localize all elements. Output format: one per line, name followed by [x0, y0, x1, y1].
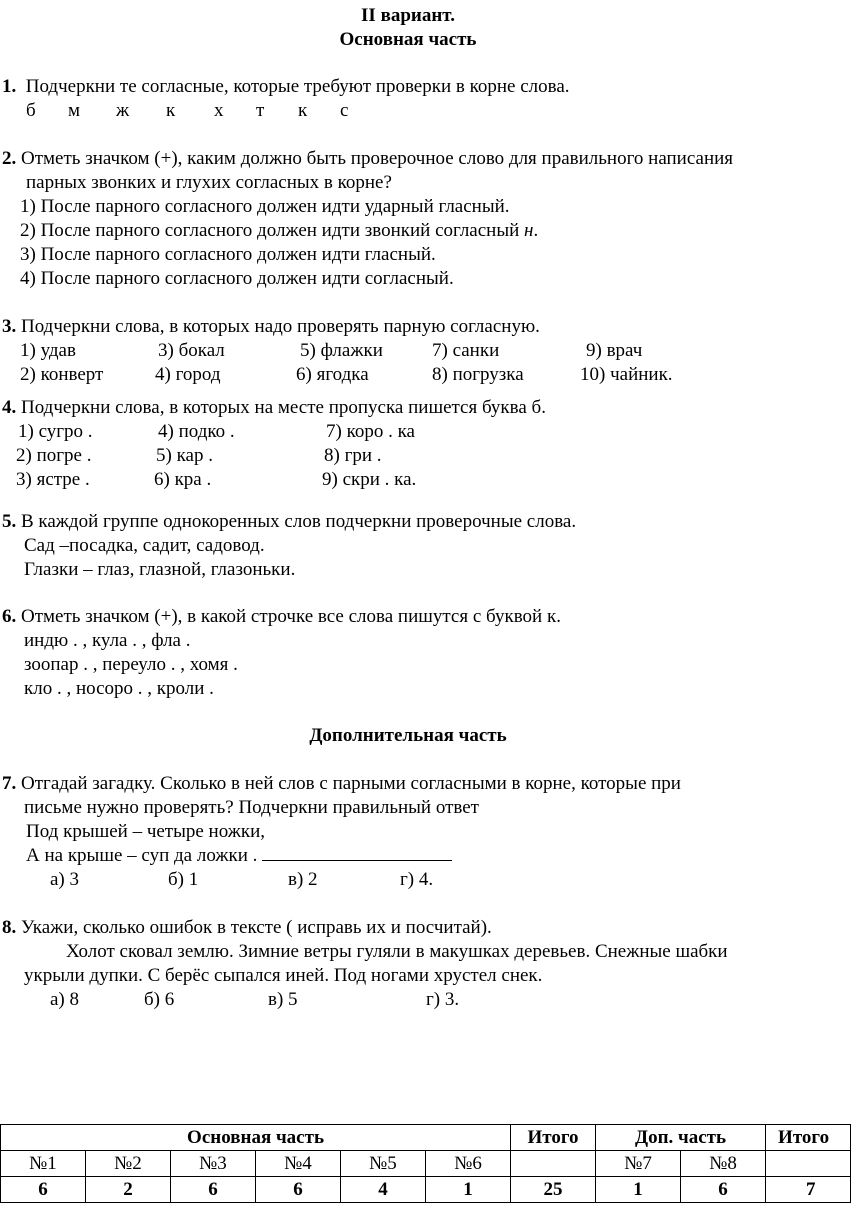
q4-word[interactable]: 5) кар . — [156, 445, 213, 466]
q8-number: 8. — [2, 917, 17, 938]
q3-word[interactable]: 3) бокал — [158, 340, 225, 361]
q3-row-1 — [0, 339, 816, 363]
score-col: №6 — [426, 1151, 511, 1177]
q5-number: 5. — [2, 511, 17, 532]
score-extra-label: Доп. часть — [596, 1125, 766, 1151]
q2-option-2[interactable]: 2) После парного согласного должен идти звонкий согласный н. — [20, 220, 539, 241]
score-col: №2 — [86, 1151, 171, 1177]
q5-statement — [2, 510, 576, 534]
q3-word[interactable]: 4) город — [155, 364, 221, 385]
q3-word[interactable]: 2) конверт — [20, 364, 104, 385]
q7-answer[interactable]: в) 2 — [288, 869, 318, 890]
q5-group-1[interactable]: Сад –посадка, садит, садовод. — [24, 535, 265, 556]
score-value: 4 — [341, 1177, 426, 1203]
score-value: 6 — [681, 1177, 766, 1203]
variant-title: II вариант. — [361, 5, 455, 26]
q3-word[interactable]: 7) санки — [432, 340, 500, 361]
q1-letter[interactable]: с — [340, 100, 349, 121]
q4-word[interactable]: 4) подко . — [158, 421, 235, 442]
q4-text: Подчеркни слова, в которых на месте пропуска пишется буква б. — [21, 397, 546, 418]
q3-word[interactable]: 10) чайник. — [580, 364, 673, 385]
score-total-label: Итого — [511, 1125, 596, 1151]
q1-letter[interactable]: х — [214, 100, 224, 121]
q1-letter[interactable]: к — [166, 100, 176, 121]
q3-word[interactable]: 1) удав — [20, 340, 76, 361]
score-total2-label: Итого — [766, 1125, 851, 1151]
q8-text-2: укрыли дупки. С берёс сыпался иней. Под ногами хрустел снек. — [24, 965, 543, 986]
q7-answer[interactable]: б) 1 — [168, 869, 199, 890]
score-col: №5 — [341, 1151, 426, 1177]
q4-statement — [2, 396, 546, 420]
q3-row-2 — [0, 363, 816, 387]
q7-answers — [0, 868, 816, 892]
score-values-row — [1, 1177, 851, 1203]
q4-row-2 — [0, 444, 816, 468]
q7-answer-blank[interactable] — [262, 844, 452, 861]
score-header-row — [1, 1125, 851, 1151]
q3-word[interactable]: 6) ягодка — [296, 364, 369, 385]
q1-letter[interactable]: м — [68, 100, 81, 121]
score-value: 6 — [171, 1177, 256, 1203]
q2-statement — [2, 147, 733, 171]
q4-word[interactable]: 7) коро . ка — [326, 421, 415, 442]
q5-group-2[interactable]: Глазки – глаз, глазной, глазоньки. — [24, 559, 296, 580]
q7-number: 7. — [2, 773, 17, 794]
q5-text: В каждой группе однокоренных слов подчеркни проверочные слова. — [21, 511, 577, 532]
extra-part-title: Дополнительная часть — [309, 725, 507, 746]
score-col-empty — [766, 1151, 851, 1177]
q3-statement — [2, 315, 540, 339]
q6-line-1[interactable]: индю . , кула . , фла . — [24, 630, 191, 651]
q7-line1: Отгадай загадку. Сколько в ней слов с парными согласными в корне, которые при — [21, 773, 681, 794]
q6-number: 6. — [2, 606, 17, 627]
q4-word[interactable]: 8) гри . — [324, 445, 382, 466]
q1-letter[interactable]: ж — [116, 100, 130, 121]
q8-answer[interactable]: г) 3. — [426, 989, 460, 1010]
score-col: №4 — [256, 1151, 341, 1177]
q7-riddle-2: А на крыше – суп да ложки . — [26, 844, 452, 868]
q6-line-2[interactable]: зоопар . , переуло . , хомя . — [24, 654, 238, 675]
q1-statement — [2, 75, 570, 99]
q8-line1: Укажи, сколько ошибок в тексте ( исправь их и посчитай). — [21, 917, 492, 938]
q2-option-3[interactable]: 3) После парного согласного должен идти гласный. — [20, 244, 436, 265]
q7-statement — [2, 772, 681, 796]
score-col: №3 — [171, 1151, 256, 1177]
score-col: №7 — [596, 1151, 681, 1177]
score-value: 1 — [426, 1177, 511, 1203]
q4-number: 4. — [2, 397, 17, 418]
q7-answer[interactable]: а) 3 — [50, 869, 80, 890]
score-col: №1 — [1, 1151, 86, 1177]
q7-answer[interactable]: г) 4. — [400, 869, 434, 890]
q3-text: Подчеркни слова, в которых надо проверять парную согласную. — [21, 316, 540, 337]
q8-answer[interactable]: в) 5 — [268, 989, 298, 1010]
q8-statement — [2, 916, 492, 940]
q1-letter[interactable]: т — [256, 100, 265, 121]
q7-riddle-1: Под крышей – четыре ножки, — [26, 821, 266, 842]
score-main-label: Основная часть — [1, 1125, 511, 1151]
q4-word[interactable]: 6) кра . — [154, 469, 212, 490]
score-col: №8 — [681, 1151, 766, 1177]
q2-number: 2. — [2, 148, 17, 169]
main-part-title: Основная часть — [339, 29, 477, 50]
q3-word[interactable]: 9) врач — [586, 340, 643, 361]
q3-number: 3. — [2, 316, 17, 337]
q3-word[interactable]: 8) погрузка — [432, 364, 524, 385]
q8-answer[interactable]: б) 6 — [144, 989, 175, 1010]
q6-text: Отметь значком (+), в какой строчке все слова пишутся с буквой к. — [21, 606, 561, 627]
q2-option-4[interactable]: 4) После парного согласного должен идти согласный. — [20, 268, 454, 289]
score-value: 1 — [596, 1177, 681, 1203]
q8-answers — [0, 988, 816, 1012]
score-value: 6 — [256, 1177, 341, 1203]
q1-letter[interactable]: б — [26, 100, 36, 121]
q4-row-1 — [0, 420, 816, 444]
score-total-value: 25 — [511, 1177, 596, 1203]
q1-letter[interactable]: к — [298, 100, 308, 121]
q6-statement — [2, 605, 561, 629]
score-columns-row — [1, 1151, 851, 1177]
q4-word[interactable]: 9) скри . ка. — [322, 469, 417, 490]
q7-line2: письме нужно проверять? Подчеркни правильный ответ — [24, 797, 479, 818]
score-value: 6 — [1, 1177, 86, 1203]
q4-word[interactable]: 3) ястре . — [16, 469, 90, 490]
score-total2-value: 7 — [766, 1177, 851, 1203]
q8-answer[interactable]: а) 8 — [50, 989, 80, 1010]
q4-word[interactable]: 2) погре . — [16, 445, 92, 466]
q1-number: 1. — [2, 76, 17, 97]
q4-row-3 — [0, 468, 816, 492]
q6-line-3[interactable]: кло . , носоро . , кроли . — [24, 678, 214, 699]
q8-text-1: Холот сковал землю. Зимние ветры гуляли в макушках деревьев. Снежные шабки — [66, 941, 728, 962]
q2-line2: парных звонких и глухих согласных в корне? — [26, 172, 392, 193]
q1-text: Подчеркни те согласные, которые требуют проверки в корне слова. — [25, 76, 570, 97]
q2-option-1[interactable]: 1) После парного согласного должен идти ударный гласный. — [20, 196, 510, 217]
q3-word[interactable]: 5) флажки — [300, 340, 383, 361]
score-value: 2 — [86, 1177, 171, 1203]
q4-word[interactable]: 1) сугро . — [18, 421, 93, 442]
q2-line1: Отметь значком (+), каким должно быть проверочное слово для правильного написания — [21, 148, 734, 169]
q1-letters — [0, 99, 400, 123]
score-col-empty — [511, 1151, 596, 1177]
score-table — [0, 1124, 851, 1203]
